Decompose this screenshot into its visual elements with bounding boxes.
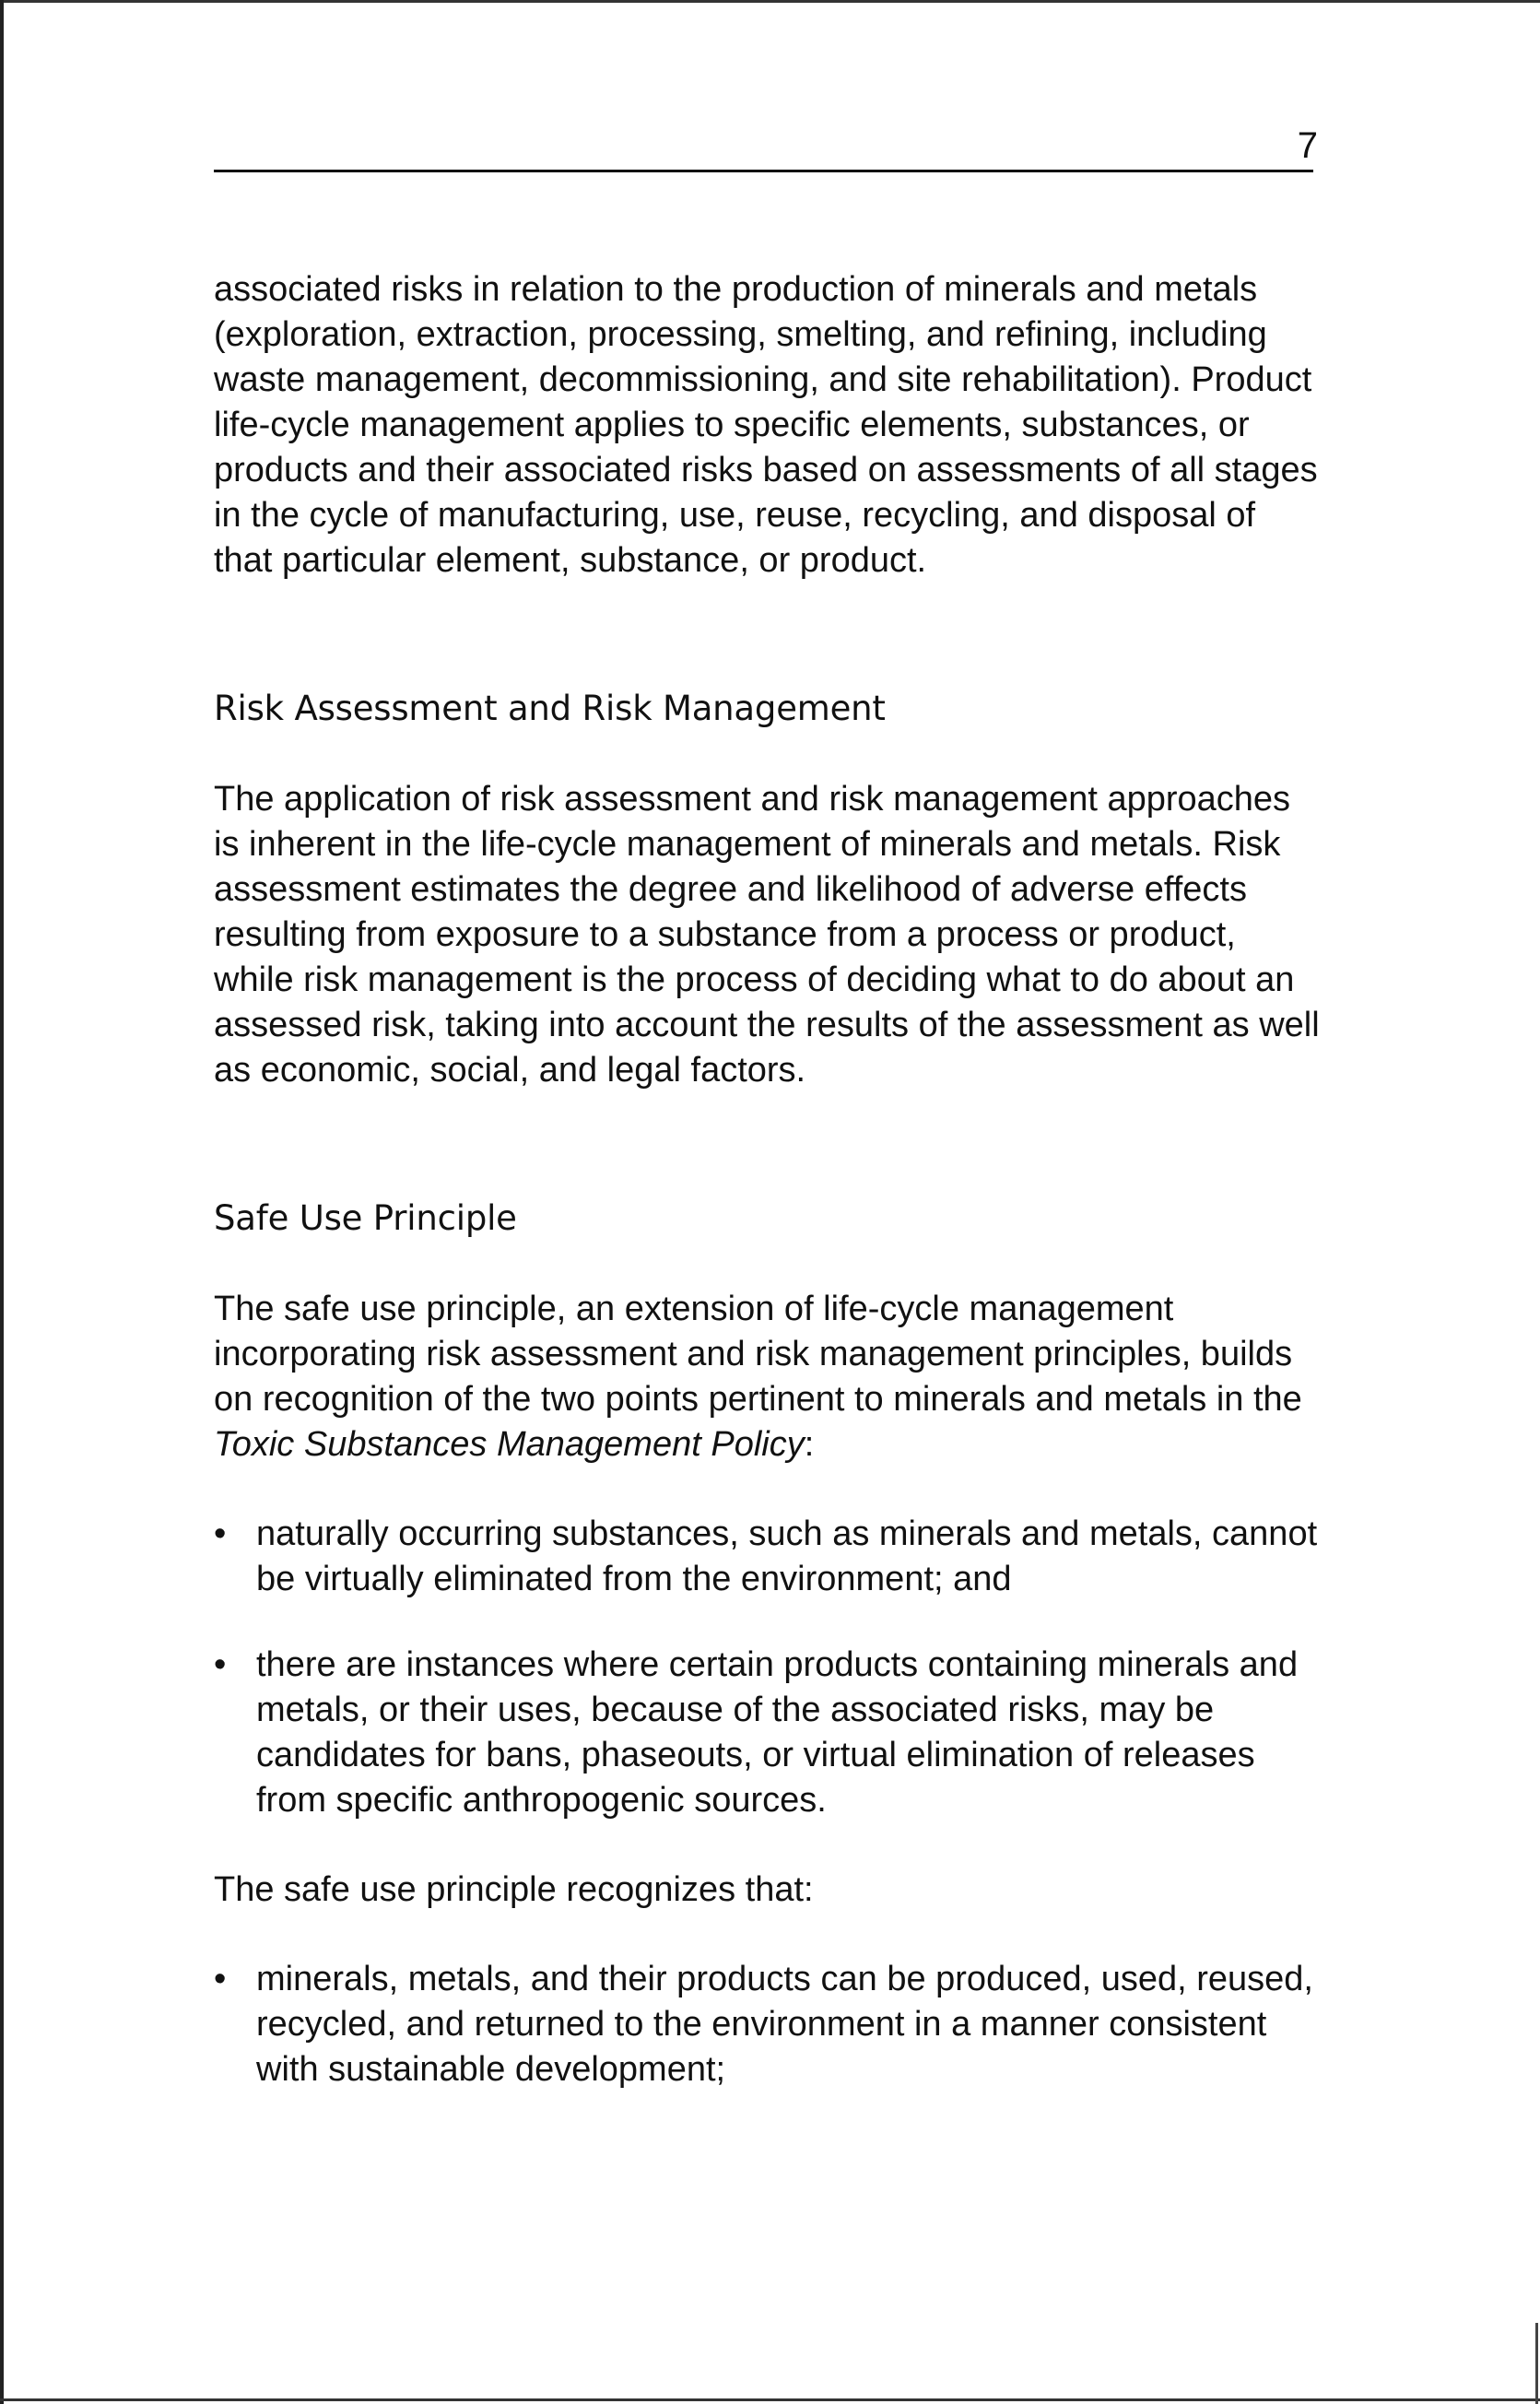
safe-use-intro-punctuation: : <box>804 1425 815 1464</box>
recognizes-bullet-list <box>214 1957 1320 2092</box>
bullet-text: minerals, metals, and their products can be produced, used, reused, recycled, and returned to the environment in a manner consistent with sustainable development; <box>256 1960 1313 2089</box>
risk-section-paragraph: The application of risk assessment and risk management approaches is inherent in the life-cycle management of minerals and metals. Risk assessment estimates the degree and likelihood of adverse effects resulting from exposure to a substance from a process or product, while risk management is the process of deciding what to do about an assessed risk, taking into account the results of the assessment as well as economic, social, and legal factors. <box>214 780 1320 1090</box>
document-body <box>214 267 1320 2092</box>
intro-paragraph: associated risks in relation to the production of minerals and metals (exploration, extraction, processing, smelting, and refining, including waste management, decommissioning, and site rehabilitation). Product life-cycle management applies to specific elements, substances, or products and their associated risks based on assessments of all stages in the cycle of manufacturing, use, reuse, recycling, and disposal of that particular element, substance, or product. <box>214 270 1318 580</box>
list-item <box>214 1643 1320 1823</box>
safe-use-section-heading: Safe Use Principle <box>214 1198 517 1238</box>
bullet-icon: • <box>214 1960 227 1998</box>
safe-use-intro-text: The safe use principle, an extension of life-cycle management incorporating risk assessment and risk management principles, builds on recognition of the two points pertinent to minerals and metals in the <box>214 1290 1302 1419</box>
bullet-icon: • <box>214 1645 227 1684</box>
safe-use-bullet-list <box>214 1512 1320 1823</box>
bullet-text: there are instances where certain products containing minerals and metals, or their uses, because of the associated risks, may be candidates for bans, phaseouts, or virtual elimination of releases from specific anthropogenic sources. <box>256 1645 1299 1820</box>
page-border-right <box>1535 2323 1538 2404</box>
page-border-top <box>0 0 1540 3</box>
list-item <box>214 1957 1320 2092</box>
page-border-bottom <box>0 2398 1540 2401</box>
page-border-left <box>0 0 4 2404</box>
recognizes-paragraph: The safe use principle recognizes that: <box>214 1870 814 1909</box>
bullet-icon: • <box>214 1514 227 1553</box>
policy-title: Toxic Substances Management Policy <box>214 1425 805 1464</box>
page-number: 7 <box>1297 125 1318 166</box>
risk-section-heading: Risk Assessment and Risk Management <box>214 689 886 728</box>
safe-use-intro-paragraph <box>214 1287 1320 1467</box>
header-rule <box>214 170 1313 172</box>
list-item <box>214 1512 1320 1602</box>
bullet-text: naturally occurring substances, such as minerals and metals, cannot be virtually eliminated from the environment; and <box>256 1514 1318 1598</box>
